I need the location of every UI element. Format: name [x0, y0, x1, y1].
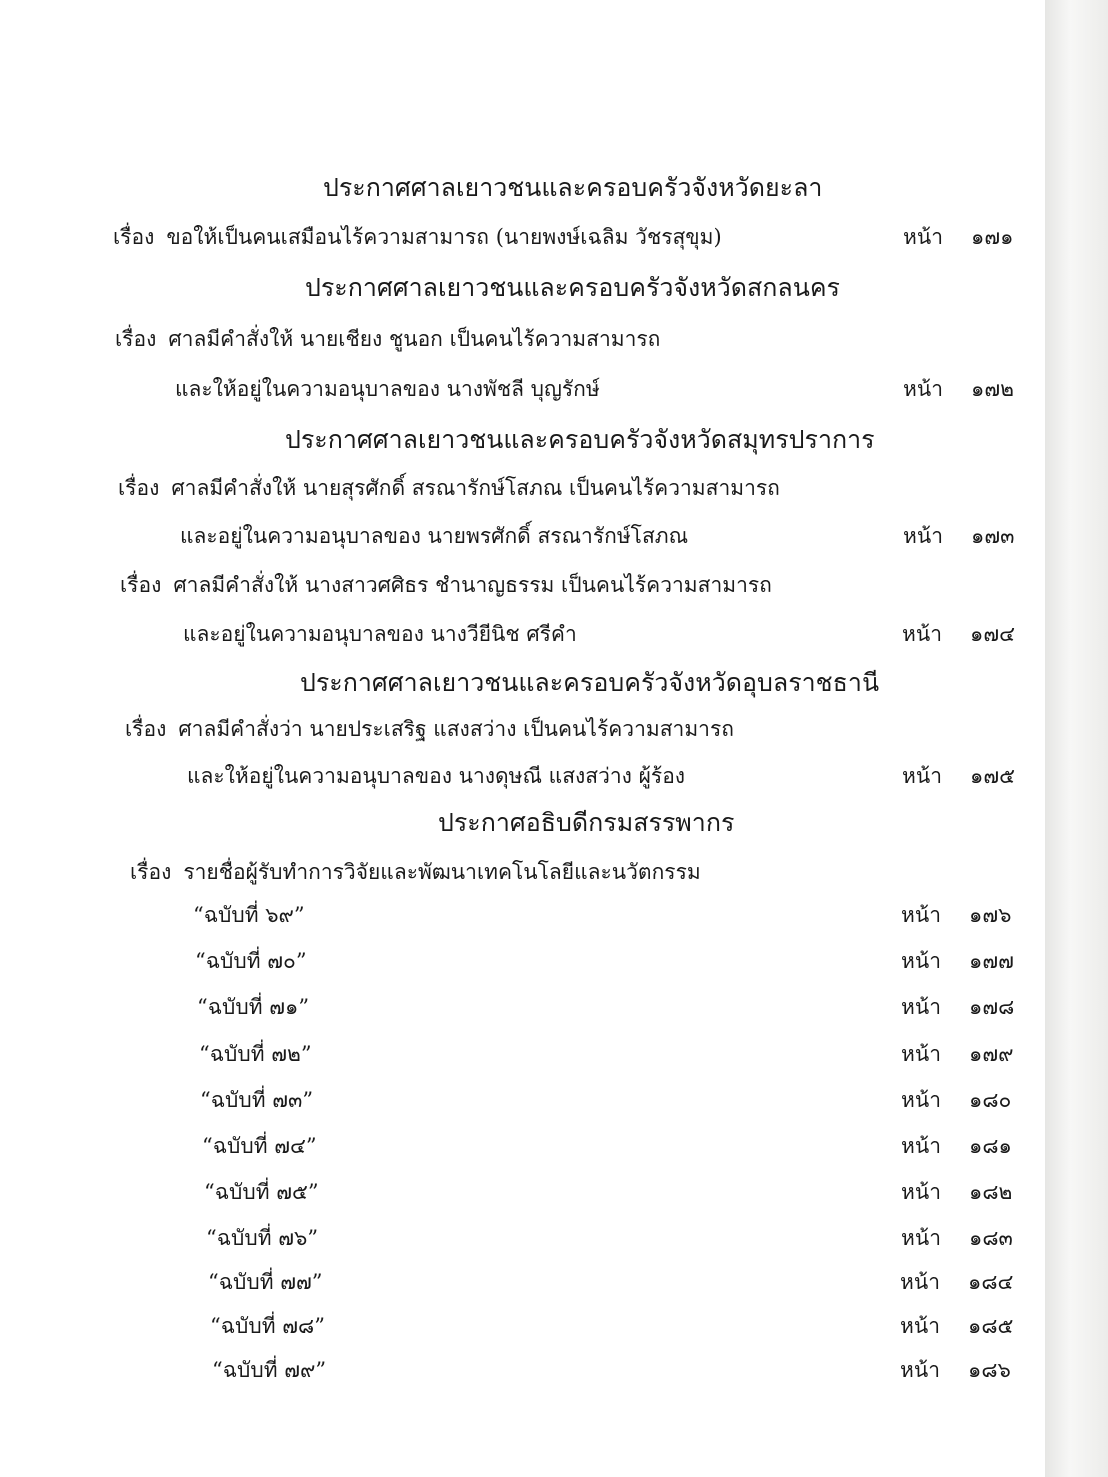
- page-ref: [900, 1310, 1013, 1343]
- page-label: หน้า: [901, 995, 941, 1019]
- page-label: หน้า: [900, 1270, 940, 1294]
- page-ref: [902, 760, 1015, 793]
- page-number: ๑๗๔: [970, 622, 1016, 646]
- toc-line-continuation: และอยู่ในความอนุบาลของ นางวียีนิช ศรีคำ: [183, 622, 577, 646]
- page-ref: [900, 1266, 1013, 1299]
- issue-line: “ฉบับที่ ๗๙”: [212, 1358, 327, 1382]
- section-heading: ประกาศศาลเยาวชนและครอบครัวจังหวัดยะลา: [323, 173, 823, 202]
- issue-line: “ฉบับที่ ๗๒”: [199, 1042, 312, 1066]
- page-label: หน้า: [900, 1358, 940, 1382]
- page-label: หน้า: [900, 1314, 940, 1338]
- subject-lead: เรื่อง: [130, 860, 172, 884]
- page-ref: [901, 1084, 1011, 1117]
- page-label: หน้า: [901, 949, 941, 973]
- page-number: ๑๘๔: [968, 1270, 1014, 1294]
- page-number: ๑๗๕: [970, 764, 1016, 788]
- page-number: ๑๘๒: [969, 1180, 1013, 1204]
- section-heading: ประกาศอธิบดีกรมสรรพากร: [438, 808, 735, 837]
- subject-lead: เรื่อง: [113, 225, 155, 249]
- page-label: หน้า: [901, 1088, 941, 1112]
- page-label: หน้า: [903, 524, 943, 548]
- page-label: หน้า: [901, 1134, 941, 1158]
- page-label: หน้า: [902, 622, 942, 646]
- toc-line-continuation: และอยู่ในความอนุบาลของ นายพรศักดิ์ สรณารักษ์โสภณ: [180, 524, 689, 548]
- toc-line: [113, 221, 722, 254]
- page-ref: [901, 1176, 1012, 1209]
- toc-line-continuation: และให้อยู่ในความอนุบาลของ นางดุษณี แสงสว่าง ผู้ร้อง: [187, 764, 686, 788]
- issue-line: “ฉบับที่ ๗๖”: [206, 1226, 319, 1250]
- issue-line: “ฉบับที่ ๗๗”: [208, 1270, 323, 1294]
- page-ref: [901, 945, 1014, 978]
- toc-line: [130, 856, 701, 889]
- subject-text: ศาลมีคำสั่งให้ นางสาวศศิธร ชำนาญธรรม เป็นคนไร้ความสามารถ: [173, 573, 772, 597]
- page-number: ๑๗๙: [969, 1042, 1014, 1066]
- page-ref: [903, 373, 1014, 406]
- issue-line: “ฉบับที่ ๗๔”: [202, 1134, 317, 1158]
- toc-line: [118, 472, 780, 505]
- subject-text: ศาลมีคำสั่งให้ นายสุรศักดิ์ สรณารักษ์โสภณ เป็นคนไร้ความสามารถ: [171, 476, 780, 500]
- toc-line: [125, 713, 734, 746]
- issue-line: “ฉบับที่ ๗๑”: [197, 995, 310, 1019]
- toc-line-continuation: และให้อยู่ในความอนุบาลของ นางพัชลี บุญรักษ์: [175, 377, 600, 401]
- page-number: ๑๘๐: [969, 1088, 1012, 1112]
- page-number: ๑๘๓: [969, 1226, 1013, 1250]
- page-label: หน้า: [901, 1226, 941, 1250]
- page-number: ๑๗๒: [971, 377, 1014, 401]
- section-heading: ประกาศศาลเยาวชนและครอบครัวจังหวัดสกลนคร: [305, 273, 840, 302]
- subject-lead: เรื่อง: [120, 573, 162, 597]
- issue-line: “ฉบับที่ ๗๘”: [210, 1314, 325, 1338]
- page-label: หน้า: [901, 1180, 941, 1204]
- page-number: ๑๗๓: [971, 524, 1015, 548]
- toc-line: [120, 569, 772, 602]
- issue-line: “ฉบับที่ ๖๙”: [193, 903, 305, 927]
- page-label: หน้า: [902, 764, 942, 788]
- page-number: ๑๘๑: [969, 1134, 1012, 1158]
- page-label: หน้า: [901, 1042, 941, 1066]
- subject-lead: เรื่อง: [125, 717, 167, 741]
- issue-line: “ฉบับที่ ๗๓”: [200, 1088, 314, 1112]
- page-number: ๑๗๘: [969, 995, 1015, 1019]
- issue-line: “ฉบับที่ ๗๕”: [204, 1180, 319, 1204]
- page-ref: [901, 991, 1014, 1024]
- section-heading: ประกาศศาลเยาวชนและครอบครัวจังหวัดอุบลราชธานี: [300, 668, 880, 697]
- subject-text: ขอให้เป็นคนเสมือนไร้ความสามารถ (นายพงษ์เฉลิม วัชรสุขุม): [166, 225, 722, 249]
- subject-text: ศาลมีคำสั่งว่า นายประเสริฐ แสงสว่าง เป็นคนไร้ความสามารถ: [178, 717, 734, 741]
- page-ref: [901, 1222, 1013, 1255]
- page-label: หน้า: [901, 903, 941, 927]
- page-label: หน้า: [903, 225, 943, 249]
- subject-text: ศาลมีคำสั่งให้ นายเชียง ชูนอก เป็นคนไร้ความสามารถ: [168, 327, 661, 351]
- page-ref: [903, 520, 1014, 553]
- page-number: ๑๗๑: [971, 225, 1014, 249]
- page-number: ๑๗๖: [969, 903, 1012, 927]
- subject-text: รายชื่อผู้รับทำการวิจัยและพัฒนาเทคโนโลยีและนวัตกรรม: [183, 860, 701, 884]
- subject-lead: เรื่อง: [118, 476, 160, 500]
- issue-line: “ฉบับที่ ๗๐”: [195, 949, 307, 973]
- subject-lead: เรื่อง: [115, 327, 157, 351]
- toc-line: [115, 323, 660, 356]
- page-ref: [901, 1038, 1014, 1071]
- page-ref: [902, 618, 1015, 651]
- page-edge: [1045, 0, 1108, 1477]
- page-ref: [901, 899, 1011, 932]
- page-ref: [900, 1354, 1011, 1387]
- page-number: ๑๗๗: [969, 949, 1014, 973]
- page-ref: [903, 221, 1013, 254]
- section-heading: ประกาศศาลเยาวชนและครอบครัวจังหวัดสมุทรปราการ: [285, 425, 875, 454]
- page-number: ๑๘๖: [968, 1358, 1011, 1382]
- page-ref: [901, 1130, 1012, 1163]
- page-number: ๑๘๕: [968, 1314, 1014, 1338]
- page-label: หน้า: [903, 377, 943, 401]
